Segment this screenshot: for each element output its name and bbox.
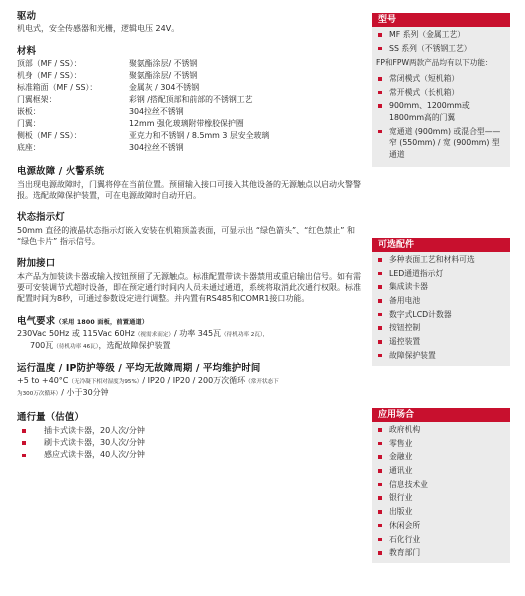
interface-section — [17, 257, 362, 304]
applications-title: 应用场合 — [372, 408, 510, 422]
material-row — [17, 106, 362, 118]
material-key: 机身（MF / SS）： — [17, 71, 82, 81]
material-row — [17, 118, 362, 130]
material-key: 门翼框架： — [17, 95, 57, 105]
material-key: 顶部（MF / SS）： — [17, 59, 82, 69]
throughput-title: 通行量（估值） — [17, 412, 85, 424]
electric-power-2: 700瓦 — [30, 341, 54, 350]
list-item: LED通道指示灯 — [376, 268, 504, 280]
material-row — [17, 58, 362, 70]
environment-section — [17, 362, 362, 399]
list-item: 信息技术业 — [376, 479, 504, 491]
drive-text: 机电式，安全传感器和光栅，逻辑电压 24V。 — [17, 24, 180, 34]
list-item: 集成读卡器 — [376, 281, 504, 293]
env-note: （无冷凝下相对湿度为95%） — [68, 379, 143, 386]
interface-title: 附加接口 — [17, 258, 56, 270]
environment-line-1 — [17, 375, 362, 387]
list-item: MF 系列（金属工艺） — [376, 29, 504, 41]
applications-box — [372, 408, 510, 563]
model-box — [372, 13, 510, 167]
material-value: 304拉丝不锈钢 — [129, 143, 184, 153]
material-key: 嵌板： — [17, 107, 41, 117]
material-key: 标准箱面（MF / SS）： — [17, 83, 98, 93]
material-value: 彩钢 /搭配顶部和前部的不锈钢工艺 — [129, 95, 253, 105]
electric-note: （待机功率 2瓦）， — [221, 332, 269, 339]
list-item: 石化行业 — [376, 534, 504, 546]
material-row — [17, 130, 362, 142]
fault-title: 电源故障 / 火警系统 — [17, 166, 105, 178]
material-value: 亚克力和不锈钢 / 8.5mm 3 层安全玻璃 — [129, 131, 270, 141]
list-item: SS 系列（不锈钢工艺） — [376, 43, 504, 55]
electric-note: （视需求而定） — [134, 332, 174, 339]
applications-list — [372, 422, 510, 563]
electric-line-2 — [17, 340, 362, 352]
material-key: 侧板（MF / SS）： — [17, 131, 82, 141]
electric-title-text: 电气要求 — [17, 315, 56, 327]
status-section — [17, 211, 362, 247]
list-item: 政府机构 — [376, 424, 504, 436]
electric-line-1 — [17, 328, 362, 340]
electric-title — [17, 315, 362, 328]
list-item: 通讯业 — [376, 465, 504, 477]
options-title: 可选配件 — [372, 238, 510, 252]
material-key: 底座： — [17, 143, 41, 153]
electric-option: ，选配故障保护装置 — [98, 341, 171, 350]
interface-text: 本产品为加装读卡器或输入按钮预留了无源触点。标准配置带读卡器禁用或重启输出信号。如有需要可安装调节式超时设备，即在预定通行时间内人员未通过通道，系统将取消此次通行权限。标准配置时间为8秒，可通过参数设定进行调整。并内置有RS485和COMR1接口功能。 — [17, 271, 361, 304]
env-note: 为300万次循环） — [17, 391, 62, 398]
options-list — [372, 252, 510, 366]
material-value: 304拉丝不锈钢 — [129, 107, 184, 117]
model-note: FP和FPW两款产品均有以下功能： — [376, 58, 493, 68]
material-row — [17, 94, 362, 106]
model-title: 型号 — [372, 13, 510, 27]
material-row — [17, 82, 362, 94]
list-item: 出版业 — [376, 506, 504, 518]
electric-note: （待机功率 46瓦） — [53, 344, 99, 350]
list-item: 感应式读卡器，40人次/分钟 — [20, 449, 362, 461]
list-item: 零售业 — [376, 438, 504, 450]
throughput-section — [17, 411, 362, 462]
list-item: 遥控装置 — [376, 336, 504, 348]
status-text: 50mm 直径的液晶状态指示灯嵌入安装在机箱顶盖表面，可显示出 “绿色箭头”、“红色禁止” 和 “绿色卡片” 指示信号。 — [17, 225, 355, 246]
list-item: 插卡式读卡器，20人次/分钟 — [20, 425, 362, 437]
list-item: 刷卡式读卡器，30人次/分钟 — [20, 437, 362, 449]
material-key: 门翼： — [17, 119, 41, 129]
electric-power: / 功率 345瓦 — [173, 329, 222, 339]
throughput-list — [17, 425, 362, 462]
list-item: 常闭模式（短机箱） — [376, 73, 504, 85]
list-item: 故障保护装置 — [376, 350, 504, 362]
environment-title: 运行温度 / IP防护等级 / 平均无故障周期 / 平均维护时间 — [17, 362, 261, 374]
status-title: 状态指示灯 — [17, 212, 65, 224]
list-item: 银行业 — [376, 492, 504, 504]
env-temp: +5 to +40°C — [17, 376, 69, 386]
list-item: 宽通道 (900mm) 或混合型——窄 (550mm) / 宽 (900mm) 型通道 — [376, 126, 504, 161]
material-value: 聚氨酯涂层/ 不锈钢 — [129, 59, 198, 69]
materials-section — [17, 45, 362, 154]
env-ip: / IP20 / IP20 / 200万次循环 — [142, 376, 246, 386]
electric-section — [17, 315, 362, 352]
materials-title: 材料 — [17, 45, 37, 57]
spec-main-column — [17, 10, 362, 469]
drive-section — [17, 10, 362, 35]
material-value: 12mm 强化玻璃附带橡胶保护圈 — [129, 119, 244, 129]
drive-title: 驱动 — [17, 11, 37, 22]
fault-section — [17, 165, 362, 201]
electric-voltage: 230Vac 50Hz 或 115Vac 60Hz — [17, 329, 135, 339]
material-value: 金属灰 / 304不锈钢 — [129, 83, 200, 93]
options-box — [372, 238, 510, 366]
material-row — [17, 70, 362, 82]
environment-line-2 — [17, 387, 362, 399]
list-item: 休闲会所 — [376, 520, 504, 532]
list-item: 教育部门 — [376, 547, 504, 559]
list-item: 备用电池 — [376, 295, 504, 307]
list-item: 多种表面工艺和材料可选 — [376, 254, 504, 266]
model-list — [372, 27, 510, 58]
list-item: 数字式LCD计数器 — [376, 309, 504, 321]
electric-title-note: （采用 1800 面板，前置通道） — [55, 318, 149, 326]
feature-list — [372, 71, 510, 167]
material-value: 聚氨酯涂层/ 不锈钢 — [129, 71, 198, 81]
list-item: 900mm、1200mm或1800mm高的门翼 — [376, 100, 504, 123]
list-item: 金融业 — [376, 451, 504, 463]
env-mttr: / 小于30分钟 — [61, 388, 109, 398]
material-row — [17, 142, 362, 154]
env-note: （常开状态下 — [245, 379, 279, 386]
list-item: 按钮控制 — [376, 322, 504, 334]
list-item: 常开模式（长机箱） — [376, 87, 504, 99]
fault-text: 当出现电源故障时，门翼将停在当前位置。预留输入接口可接入其他设备的无源触点以启动火警警报。选配故障保护装置，可在电源故障时自动开启。 — [17, 179, 361, 200]
